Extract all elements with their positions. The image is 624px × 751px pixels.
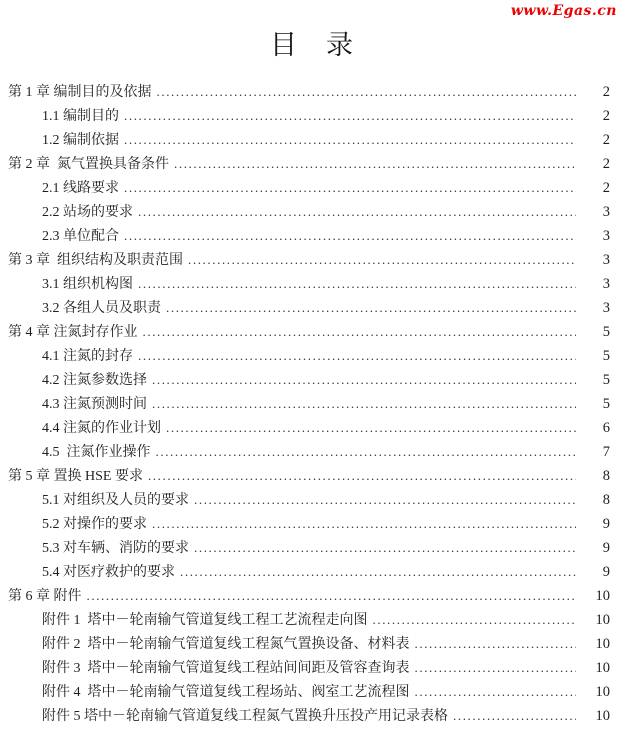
toc-entry-page: 10 bbox=[595, 684, 610, 700]
toc-entry-page: 2 bbox=[602, 180, 610, 196]
toc-leader-dots bbox=[194, 536, 576, 561]
toc-entry-label: 附件 2 塔中－轮南输气管道复线工程氮气置换设备、材料表 bbox=[42, 637, 410, 652]
toc-entry-page: 9 bbox=[602, 540, 610, 556]
toc-leader-dots bbox=[156, 440, 577, 465]
toc-entry-page: 5 bbox=[602, 396, 610, 412]
toc-leader-dots bbox=[166, 416, 576, 441]
toc-entry-page: 2 bbox=[602, 84, 610, 100]
toc-entry bbox=[8, 344, 610, 368]
toc-entry-page: 8 bbox=[602, 492, 610, 508]
toc-entry bbox=[8, 320, 610, 344]
toc-entry-label: 3.2 各组人员及职责 bbox=[42, 301, 161, 316]
toc-leader-dots bbox=[415, 632, 577, 657]
toc-entry-label: 附件 5 塔中－轮南输气管道复线工程氮气置换升压投产用记录表格 bbox=[42, 709, 448, 724]
toc-entry-page: 7 bbox=[602, 444, 610, 460]
toc-entry-page: 10 bbox=[595, 588, 610, 604]
toc-leader-dots bbox=[188, 248, 576, 273]
toc-leader-dots bbox=[152, 512, 576, 537]
toc-entry-label: 4.3 注氮预测时间 bbox=[42, 397, 147, 412]
toc-entry bbox=[8, 176, 610, 200]
toc-entry-label: 5.1 对组织及人员的要求 bbox=[42, 493, 189, 508]
toc-entry-page: 5 bbox=[602, 348, 610, 364]
toc-entry-page: 3 bbox=[602, 252, 610, 268]
toc-entry-page: 9 bbox=[602, 516, 610, 532]
toc-entry bbox=[8, 296, 610, 320]
toc-entry-label: 第 2 章 氮气置换具备条件 bbox=[8, 157, 169, 172]
toc-entry-label: 2.1 线路要求 bbox=[42, 181, 119, 196]
toc-leader-dots bbox=[148, 464, 576, 489]
toc-entry-label: 5.3 对车辆、消防的要求 bbox=[42, 541, 189, 556]
toc-entry bbox=[8, 560, 610, 584]
toc-leader-dots bbox=[152, 392, 576, 417]
toc-entry-page: 10 bbox=[595, 636, 610, 652]
toc-entry-label: 2.3 单位配合 bbox=[42, 229, 119, 244]
toc-leader-dots bbox=[138, 200, 576, 225]
toc-list bbox=[0, 80, 624, 728]
toc-entry-page: 10 bbox=[595, 660, 610, 676]
toc-entry-label: 4.4 注氮的作业计划 bbox=[42, 421, 161, 436]
toc-entry-page: 3 bbox=[602, 300, 610, 316]
toc-entry bbox=[8, 224, 610, 248]
toc-leader-dots bbox=[453, 704, 576, 729]
toc-leader-dots bbox=[143, 320, 577, 345]
toc-entry bbox=[8, 536, 610, 560]
toc-entry-page: 10 bbox=[595, 708, 610, 724]
toc-entry bbox=[8, 464, 610, 488]
toc-entry-label: 附件 4 塔中－轮南输气管道复线工程场站、阀室工艺流程图 bbox=[42, 685, 410, 700]
toc-entry-page: 5 bbox=[602, 324, 610, 340]
toc-entry bbox=[8, 416, 610, 440]
toc-leader-dots bbox=[415, 656, 577, 681]
toc-entry bbox=[8, 392, 610, 416]
toc-leader-dots bbox=[124, 128, 576, 153]
toc-entry-label: 3.1 组织机构图 bbox=[42, 277, 133, 292]
toc-leader-dots bbox=[174, 152, 576, 177]
toc-entry bbox=[8, 80, 610, 104]
toc-entry-label: 5.4 对医疗救护的要求 bbox=[42, 565, 175, 580]
toc-leader-dots bbox=[157, 80, 577, 105]
toc-entry bbox=[8, 704, 610, 728]
toc-leader-dots bbox=[138, 272, 576, 297]
toc-leader-dots bbox=[194, 488, 576, 513]
toc-entry-page: 8 bbox=[602, 468, 610, 484]
toc-entry bbox=[8, 200, 610, 224]
toc-entry bbox=[8, 272, 610, 296]
toc-entry-page: 10 bbox=[595, 612, 610, 628]
toc-entry-label: 第 5 章 置换 HSE 要求 bbox=[8, 469, 143, 484]
toc-leader-dots bbox=[138, 344, 576, 369]
toc-entry-label: 2.2 站场的要求 bbox=[42, 205, 133, 220]
toc-entry bbox=[8, 152, 610, 176]
toc-entry bbox=[8, 128, 610, 152]
toc-entry-label: 4.1 注氮的封存 bbox=[42, 349, 133, 364]
toc-entry bbox=[8, 104, 610, 128]
toc-entry bbox=[8, 632, 610, 656]
toc-entry-page: 3 bbox=[602, 228, 610, 244]
toc-leader-dots bbox=[87, 584, 577, 609]
toc-entry-page: 5 bbox=[602, 372, 610, 388]
toc-entry bbox=[8, 608, 610, 632]
toc-entry bbox=[8, 656, 610, 680]
toc-leader-dots bbox=[124, 176, 576, 201]
toc-entry bbox=[8, 512, 610, 536]
toc-entry-page: 9 bbox=[602, 564, 610, 580]
page-title: 目 录 bbox=[270, 30, 354, 60]
toc-entry-label: 第 6 章 附件 bbox=[8, 589, 82, 604]
toc-leader-dots bbox=[415, 680, 577, 705]
toc-entry-label: 5.2 对操作的要求 bbox=[42, 517, 147, 532]
toc-entry-page: 2 bbox=[602, 132, 610, 148]
toc-entry bbox=[8, 488, 610, 512]
toc-entry-label: 1.2 编制依据 bbox=[42, 133, 119, 148]
toc-leader-dots bbox=[180, 560, 576, 585]
toc-entry-page: 3 bbox=[602, 204, 610, 220]
toc-entry-label: 第 1 章 编制目的及依据 bbox=[8, 85, 152, 100]
toc-entry-page: 6 bbox=[602, 420, 610, 436]
watermark-url: www.Egas.cn bbox=[510, 3, 617, 19]
toc-entry-page: 3 bbox=[602, 276, 610, 292]
toc-entry bbox=[8, 440, 610, 464]
toc-entry bbox=[8, 248, 610, 272]
toc-leader-dots bbox=[124, 104, 576, 129]
toc-entry bbox=[8, 584, 610, 608]
toc-entry-label: 附件 3 塔中－轮南输气管道复线工程站间间距及管容查询表 bbox=[42, 661, 410, 676]
toc-entry-page: 2 bbox=[602, 108, 610, 124]
toc-leader-dots bbox=[166, 296, 576, 321]
toc-entry-label: 4.5 注氮作业操作 bbox=[42, 445, 151, 460]
toc-entry bbox=[8, 368, 610, 392]
toc-leader-dots bbox=[152, 368, 576, 393]
toc-entry bbox=[8, 680, 610, 704]
toc-entry-label: 附件 1 塔中－轮南输气管道复线工程工艺流程走向图 bbox=[42, 613, 368, 628]
toc-entry-label: 第 4 章 注氮封存作业 bbox=[8, 325, 138, 340]
toc-leader-dots bbox=[124, 224, 576, 249]
toc-entry-label: 1.1 编制目的 bbox=[42, 109, 119, 124]
toc-entry-label: 第 3 章 组织结构及职责范围 bbox=[8, 253, 183, 268]
toc-leader-dots bbox=[373, 608, 577, 633]
toc-entry-label: 4.2 注氮参数选择 bbox=[42, 373, 147, 388]
toc-entry-page: 2 bbox=[602, 156, 610, 172]
